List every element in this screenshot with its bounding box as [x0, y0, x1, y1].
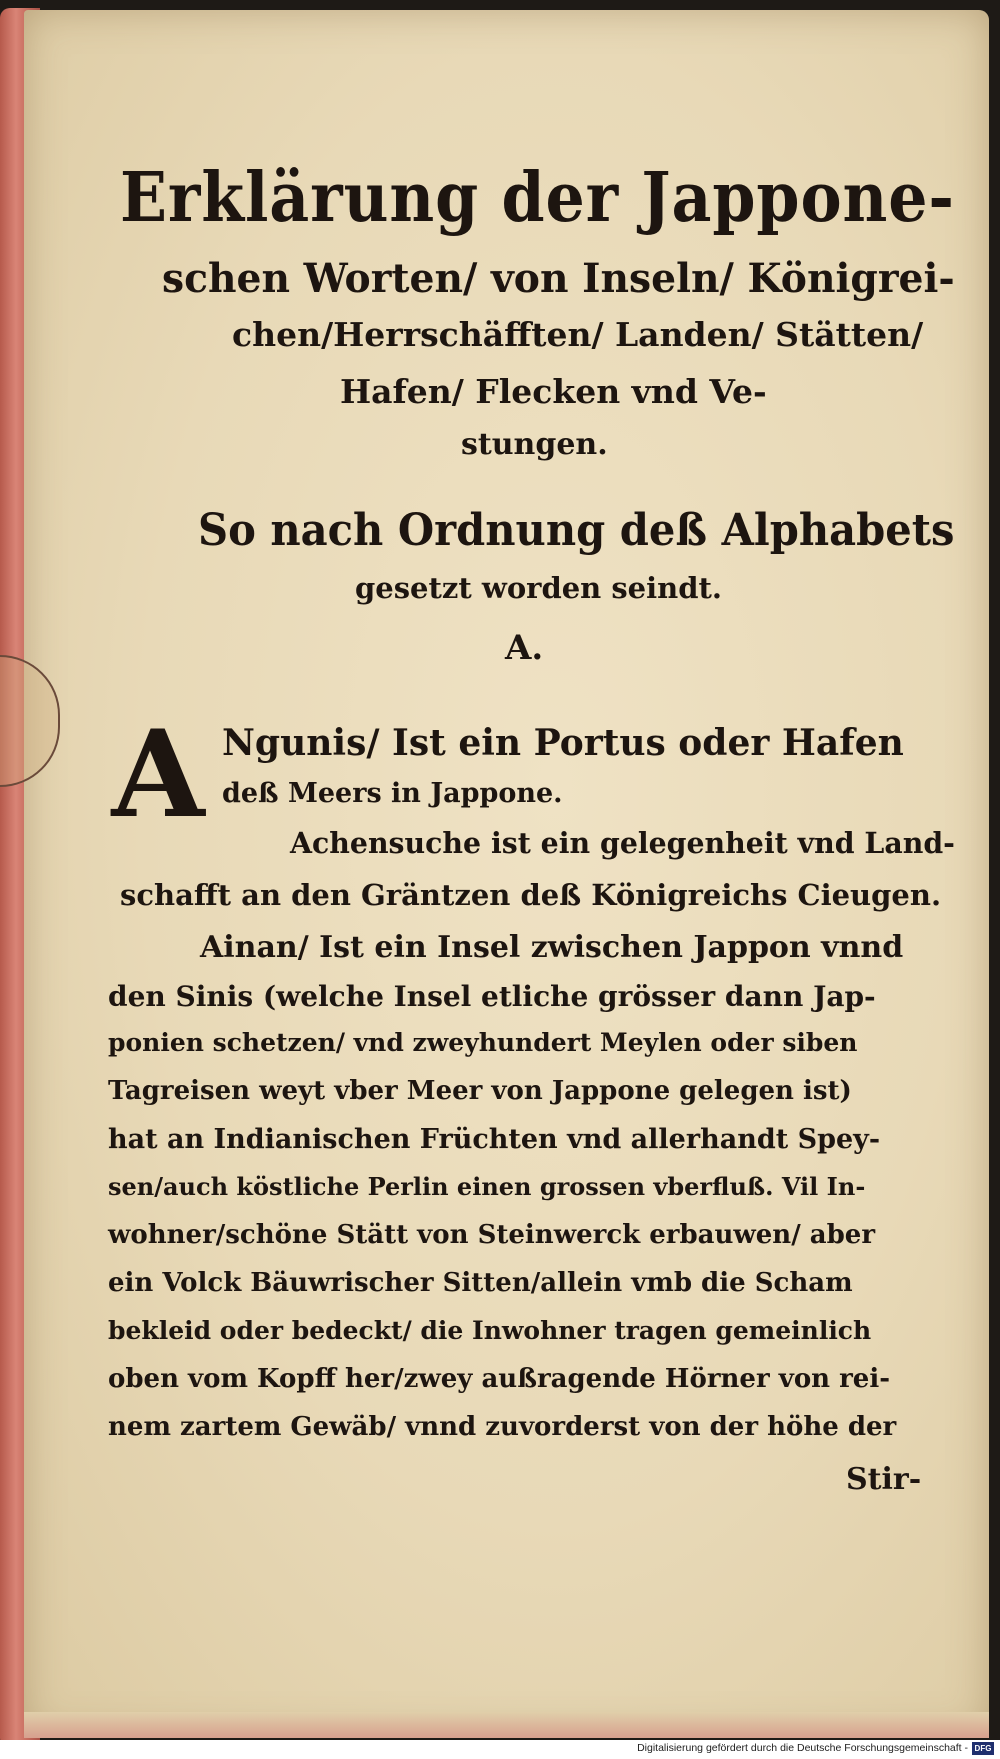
title-line-1: Erklärung der Jappone-	[120, 158, 955, 238]
dfg-logo: DFG	[972, 1742, 994, 1755]
body-line-1: Ngunis/ Ist ein Portus oder Hafen	[222, 722, 904, 764]
title-line-5: stungen.	[461, 427, 608, 462]
page-edge-bottom	[24, 1712, 989, 1738]
body-line-3: Achensuche ist ein gelegenheit vnd Land-	[290, 826, 955, 860]
body-line-6: den Sinis (welche Insel etliche grösser dann Jap-	[108, 980, 876, 1013]
body-line-9: hat an Indianischen Früchten vnd allerhandt Spey-	[108, 1124, 881, 1155]
footer-credit: Digitalisierung gefördert durch die Deutsche Forschungsgemeinschaft -	[637, 1742, 968, 1754]
title-line-4: Hafen/ Flecken vnd Ve-	[340, 372, 767, 411]
title-line-3: chen/Herrschäfften/ Landen/ Stätten/	[232, 315, 924, 354]
section-letter: A.	[505, 628, 544, 668]
title-line-2: schen Worten/ von Inseln/ Königrei-	[162, 255, 955, 302]
catchword: Stir-	[846, 1462, 922, 1497]
body-line-5: Ainan/ Ist ein Insel zwischen Jappon vnnd	[200, 930, 904, 965]
body-line-2: deß Meers in Jappone.	[222, 778, 563, 809]
body-line-15: nem zartem Gewäb/ vnnd zuvorderst von der höhe der	[108, 1412, 897, 1442]
drop-cap: A	[111, 704, 205, 845]
body-line-4: schafft an den Gräntzen deß Königreichs Cieugen.	[120, 878, 942, 912]
body-line-13: bekleid oder bedeckt/ die Inwohner tragen gemeinlich	[108, 1316, 872, 1345]
body-line-7: ponien schetzen/ vnd zweyhundert Meylen oder siben	[108, 1028, 858, 1057]
subtitle-line-1: So nach Ordnung deß Alphabets	[198, 505, 955, 556]
body-line-14: oben vom Kopff her/zwey außragende Hörner von rei-	[108, 1364, 891, 1394]
subtitle-line-2: gesetzt worden seindt.	[355, 571, 723, 605]
body-line-11: wohner/schöne Stätt von Steinwerck erbauwen/ aber	[108, 1220, 876, 1250]
body-line-10: sen/auch köstliche Perlin einen grossen vberfluß. Vil In-	[108, 1172, 866, 1201]
body-line-12: ein Volck Bäuwrischer Sitten/allein vmb die Scham	[108, 1268, 853, 1298]
body-line-8: Tagreisen weyt vber Meer von Jappone gelegen ist)	[108, 1076, 852, 1106]
